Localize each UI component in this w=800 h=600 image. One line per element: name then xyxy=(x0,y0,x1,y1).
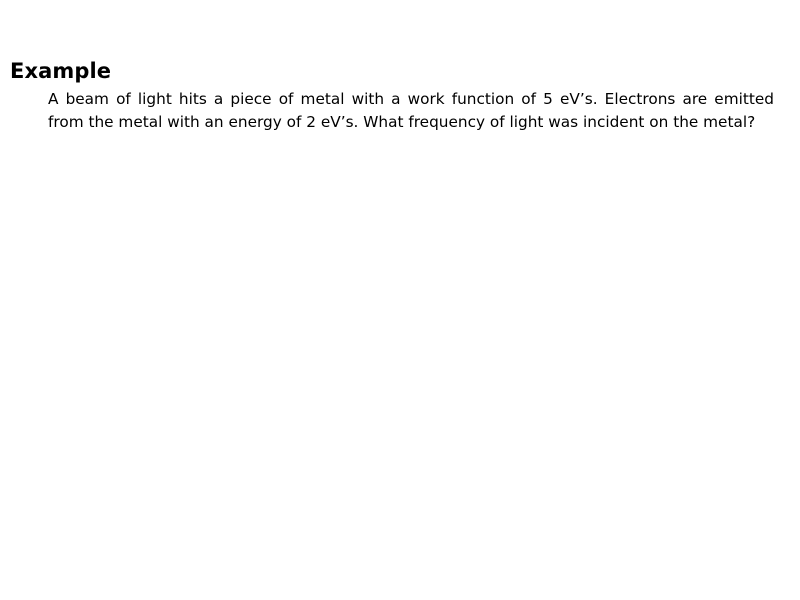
slide-body-text xyxy=(48,88,774,133)
page-title: Example xyxy=(10,59,112,84)
body-paragraph: A beam of light hits a piece of metal with a work function of 5 eV’s. Electrons are emitted from the metal with an energy of 2 eV’s. What frequency of light was incident on the metal? xyxy=(48,90,774,131)
